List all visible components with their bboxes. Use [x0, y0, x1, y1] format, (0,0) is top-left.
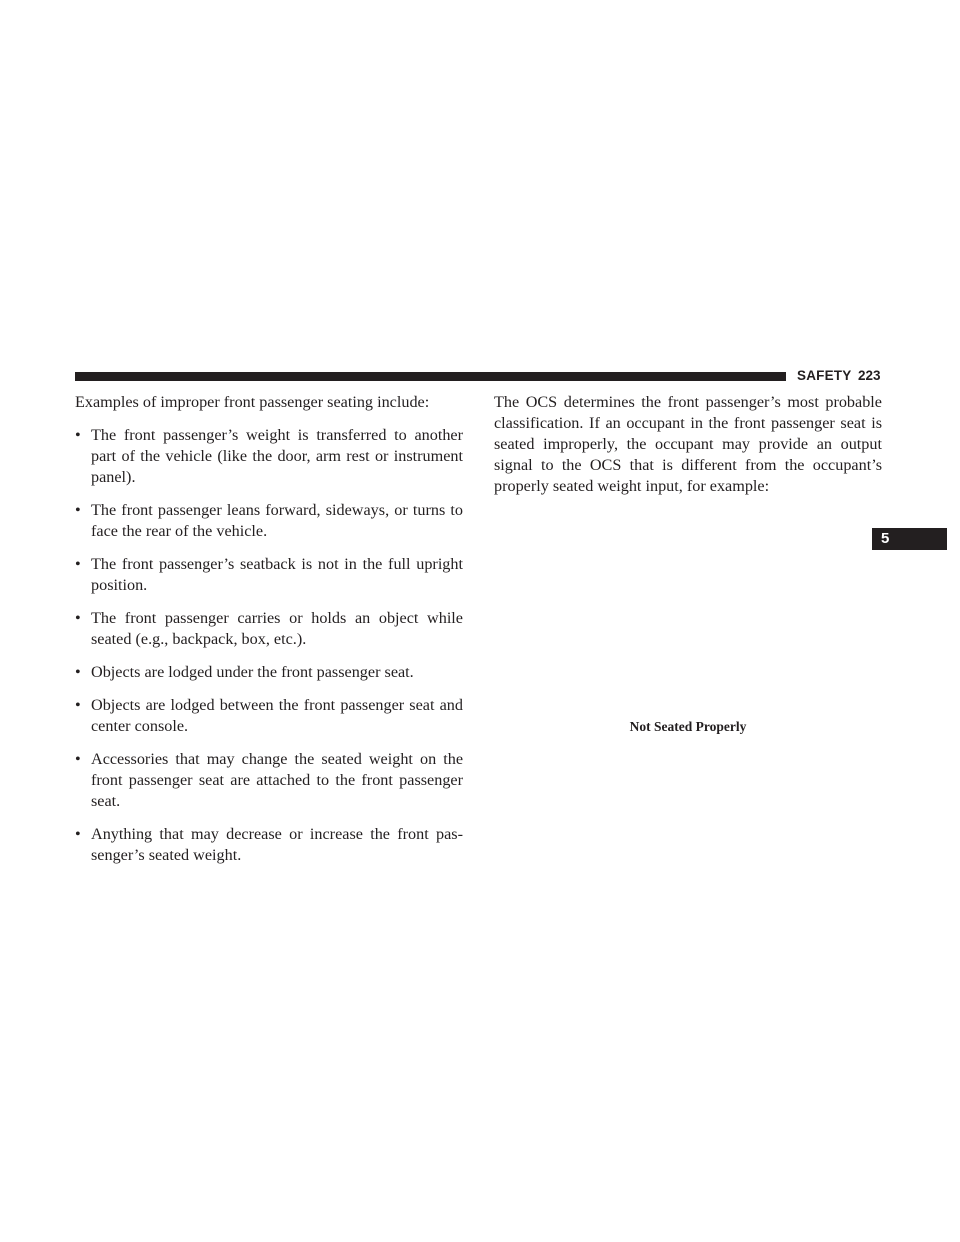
list-item: [75, 695, 463, 737]
list-item: [75, 500, 463, 542]
list-item-text: The front passenger’s seatback is not in the full upright position.: [91, 555, 463, 594]
list-item: [75, 554, 463, 596]
improper-seating-list: [75, 425, 463, 866]
list-item-text: Objects are lodged between the front passenger seat and center console.: [91, 696, 463, 735]
bullet-icon: •: [75, 426, 81, 444]
list-item-text: Anything that may decrease or increase the front pas-senger’s seated weight.: [91, 825, 463, 864]
bullet-icon: •: [75, 696, 81, 714]
page-number: 223: [858, 368, 881, 383]
section-title: SAFETY: [797, 368, 852, 383]
list-item-text: The front passenger carries or holds an object while seated (e.g., backpack, box, etc.).: [91, 609, 463, 648]
header-rule: [75, 372, 786, 381]
list-item-text: Accessories that may change the seated weight on the front passenger seat are attached to the front passenger seat.: [91, 750, 463, 810]
list-item: [75, 824, 463, 866]
bullet-icon: •: [75, 555, 81, 573]
right-column: [494, 392, 882, 497]
figure-placeholder: [494, 515, 882, 705]
list-item-text: The front passenger’s weight is transferred to another part of the vehicle (like the door, arm rest or instrument panel).: [91, 426, 463, 486]
chapter-tab: 5: [872, 528, 947, 550]
bullet-icon: •: [75, 501, 81, 519]
list-item-text: The front passenger leans forward, sideways, or turns to face the rear of the vehicle.: [91, 501, 463, 540]
figure-caption: Not Seated Properly: [629, 719, 747, 734]
list-item-text: Objects are lodged under the front passenger seat.: [91, 663, 414, 681]
list-item: [75, 662, 463, 683]
bullet-icon: •: [75, 825, 81, 843]
left-column: [75, 392, 463, 878]
list-item: [75, 425, 463, 488]
bullet-icon: •: [75, 663, 81, 681]
intro-text: Examples of improper front passenger seating include:: [75, 393, 430, 411]
bullet-icon: •: [75, 750, 81, 768]
ocs-paragraph: The OCS determines the front passenger’s most probable classification. If an occupant in the front passenger seat is seated improperly, the occupant may provide an output signal to the OCS that is different from the occupant’s properly seated weight input, for example:: [494, 393, 882, 495]
list-item: [75, 749, 463, 812]
list-item: [75, 608, 463, 650]
bullet-icon: •: [75, 609, 81, 627]
